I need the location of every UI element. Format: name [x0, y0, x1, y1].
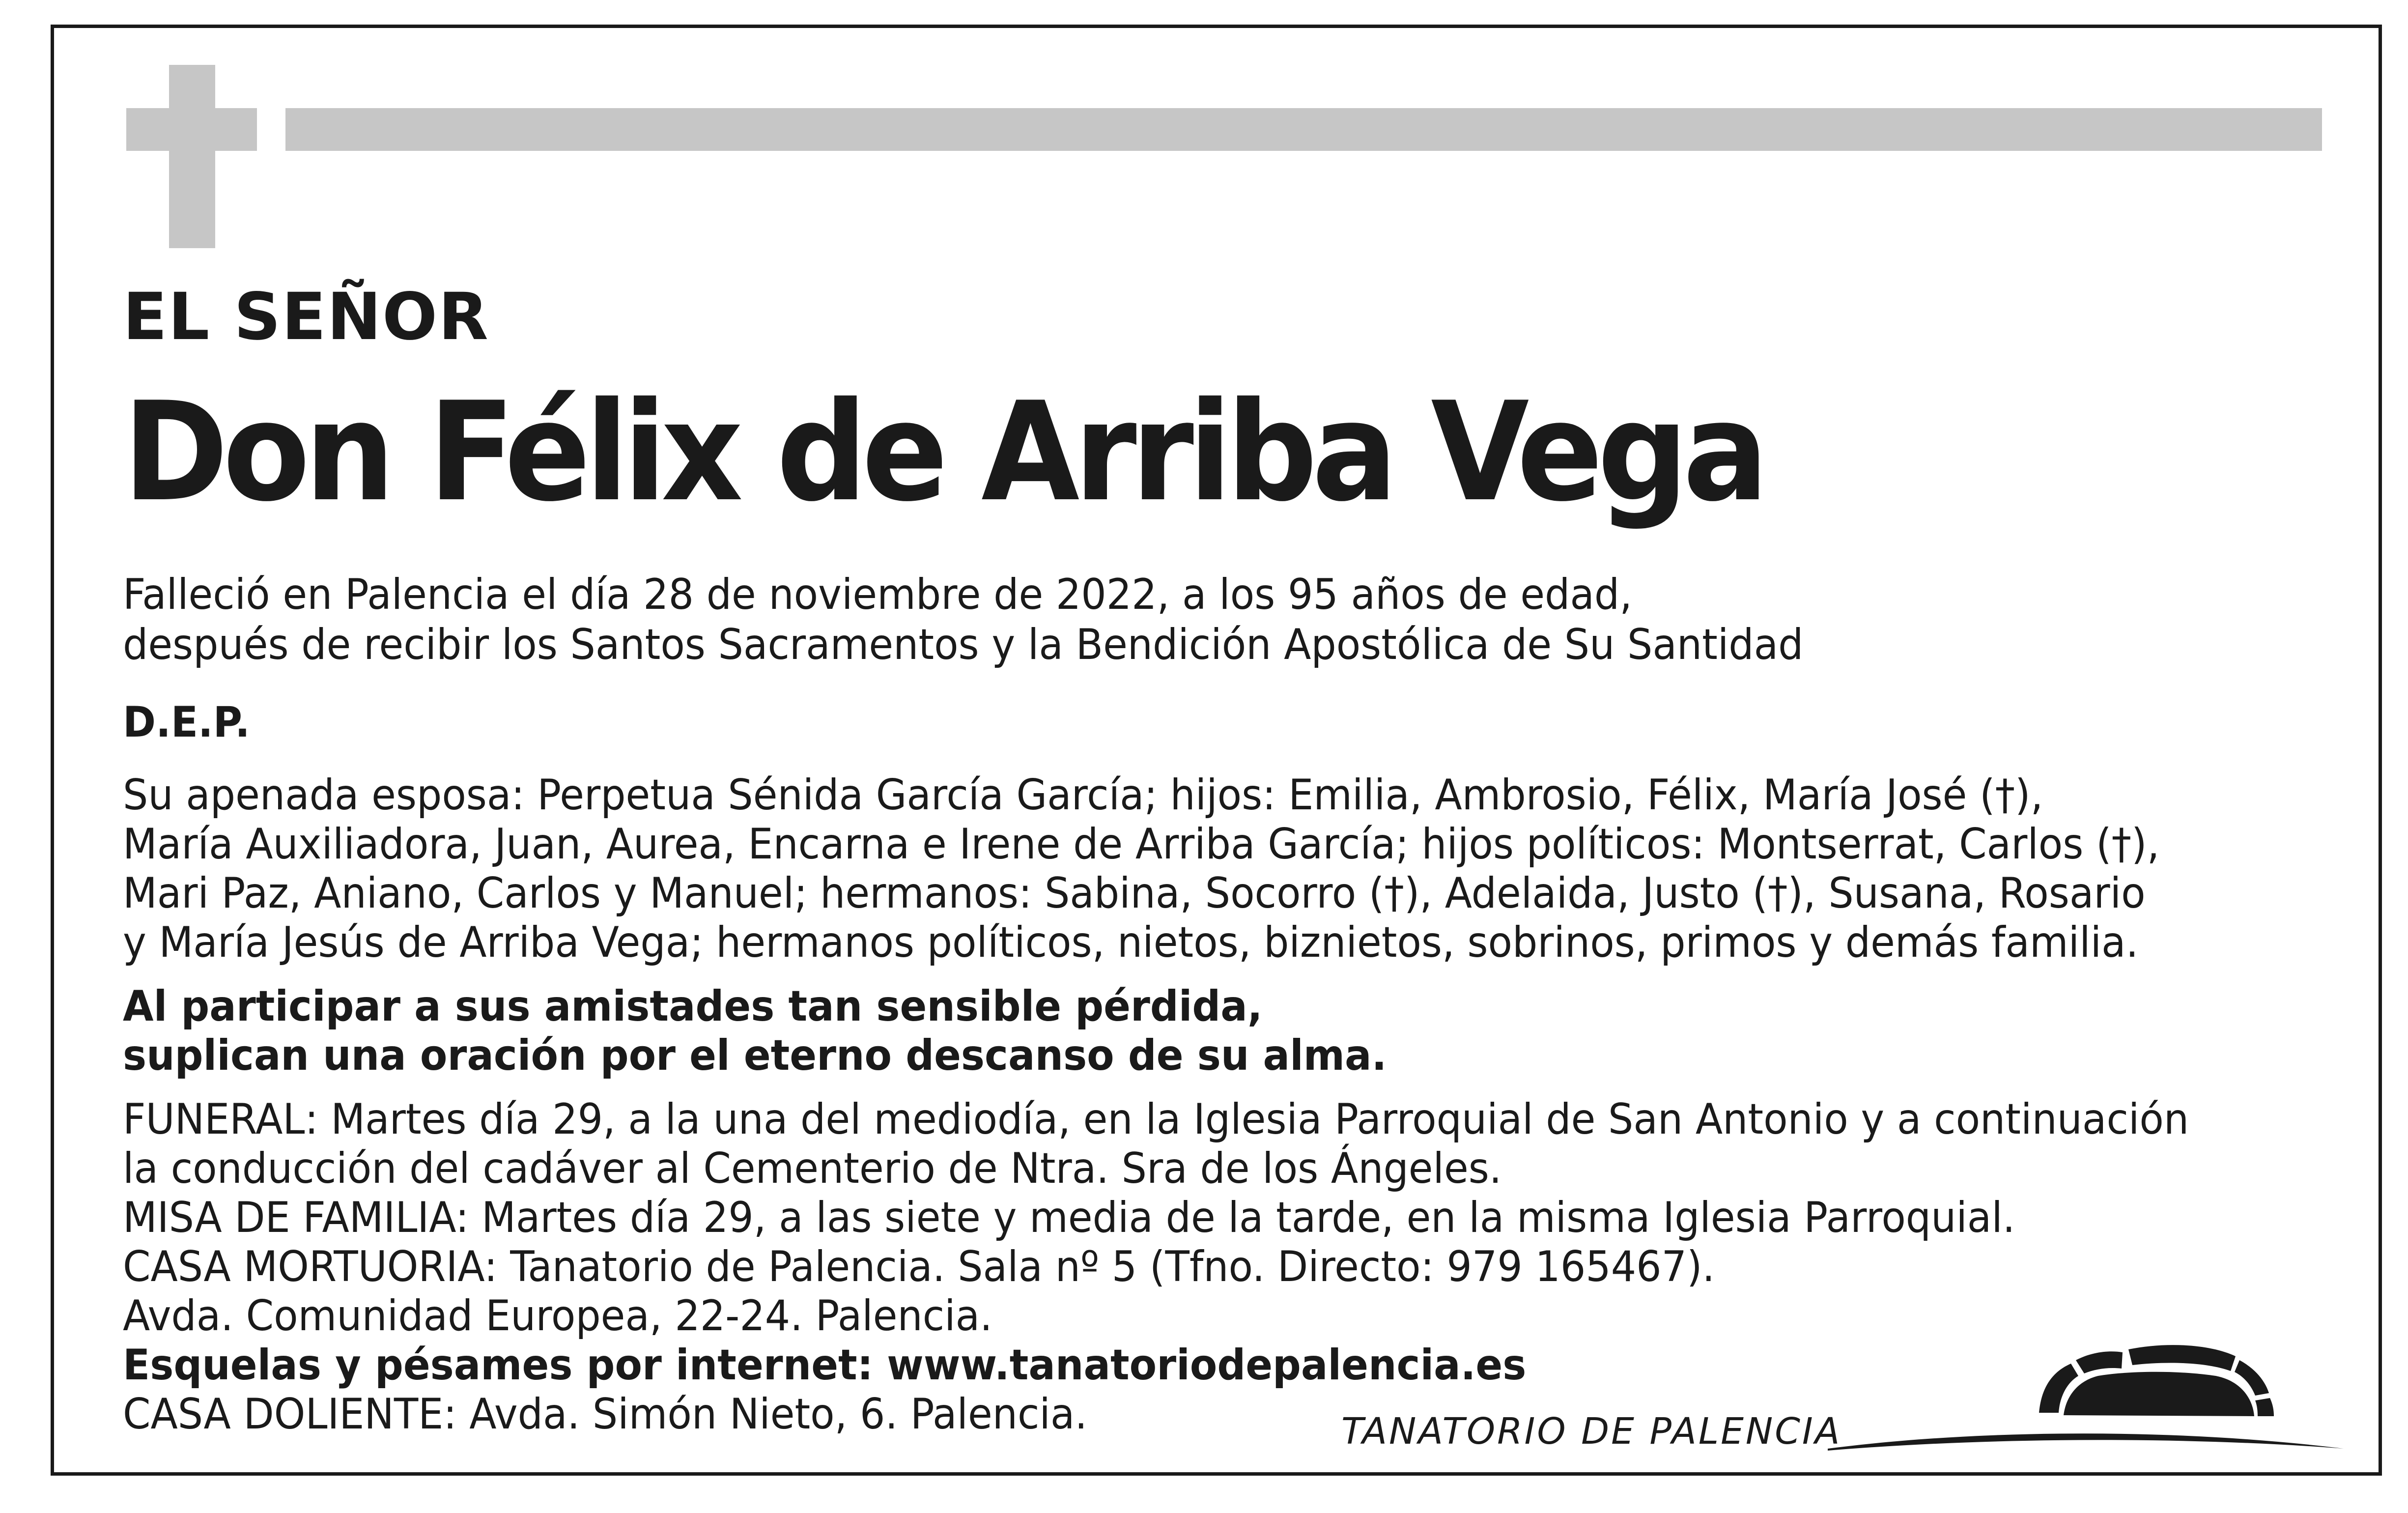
info-line: la conducción del cadáver al Cementerio de Ntra. Sra de los Ángeles. — [123, 1144, 1502, 1193]
family-line: María Auxiliadora, Juan, Aurea, Encarna e Irene de Arriba García; hijos políticos: Montserrat, Carlos (†), — [123, 820, 2160, 869]
family-line: Su apenada esposa: Perpetua Sénida García García; hijos: Emilia, Ambrosio, Félix, María José (†), — [123, 771, 2043, 820]
header-bar — [285, 108, 2322, 151]
mourning-house-line: CASA DOLIENTE: Avda. Simón Nieto, 6. Palencia. — [123, 1390, 1088, 1439]
death-line: Falleció en Palencia el día 28 de noviembre de 2022, a los 95 años de edad, — [123, 570, 1632, 619]
internet-line: Esquelas y pésames por internet: www.tanatoriodepalencia.es — [123, 1341, 1527, 1390]
cross-icon — [169, 65, 215, 248]
honorific: EL SEÑOR — [123, 279, 489, 355]
deceased-name: Don Félix de Arriba Vega — [123, 372, 1763, 532]
logo-text: TANATORIO DE PALENCIA — [1341, 1410, 1842, 1453]
info-line: MISA DE FAMILIA: Martes día 29, a las siete y media de la tarde, en la misma Iglesia Parroquial. — [123, 1193, 2015, 1242]
info-line: CASA MORTUORIA: Tanatorio de Palencia. Sala nº 5 (Tfno. Directo: 979 165467). — [123, 1242, 1715, 1291]
info-line: FUNERAL: Martes día 29, a la una del mediodía, en la Iglesia Parroquial de San Antonio y a continuación — [123, 1095, 2189, 1144]
death-line: después de recibir los Santos Sacramentos y la Bendición Apostólica de Su Santidad — [123, 620, 1804, 669]
rip-label: D.E.P. — [123, 698, 250, 747]
cross-icon-arm — [126, 108, 257, 151]
info-line: Avda. Comunidad Europea, 22-24. Palencia. — [123, 1291, 992, 1341]
family-line: y María Jesús de Arriba Vega; hermanos políticos, nietos, biznietos, sobrinos, primos y demás familia. — [123, 918, 2139, 967]
plea-line: suplican una oración por el eterno descanso de su alma. — [123, 1031, 1387, 1080]
family-line: Mari Paz, Aniano, Carlos y Manuel; hermanos: Sabina, Socorro (†), Adelaida, Justo (†), Susana, Rosario — [123, 869, 2146, 918]
plea-line: Al participar a sus amistades tan sensible pérdida, — [123, 982, 1263, 1031]
tanatorio-logo — [1341, 1307, 2373, 1464]
